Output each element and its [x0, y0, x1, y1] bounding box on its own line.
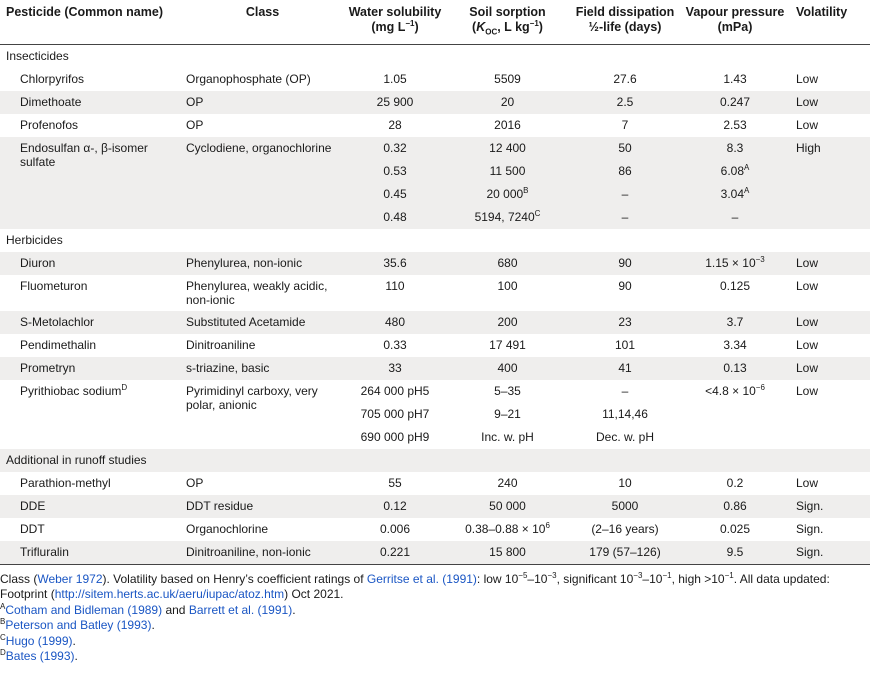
table-header [0, 0, 870, 44]
link-peterson-batley[interactable]: Peterson and Batley (1993) [5, 618, 152, 632]
table-row: Trifluralin Dinitroaniline, non-ionic 0.221 15 800 179 (57–126) 9.5 Sign. [0, 541, 870, 565]
table-row: Fluometuron Phenylurea, weakly acidic, non-ionic 110 100 90 0.125 Low [0, 275, 870, 311]
table-row: DDE DDT residue 0.12 50 000 5000 0.86 Sign. [0, 495, 870, 518]
table-row: Dimethoate OP 25 900 20 2.5 0.247 Low [0, 91, 870, 114]
footnote-a: $^A$Cotham and Bidleman (1989) and Barrett et al. (1991). [0, 601, 296, 617]
header-soil-sorption: Soil sorption ($K_{OC}$, L $kg^{-1}$) [445, 0, 570, 44]
header-class: Class [180, 0, 345, 44]
table-row: 705 000 pH7 9–21 11,14,46 [0, 403, 870, 426]
header-water-solubility: Water solubility (mg $L^{-1}$) [345, 0, 445, 44]
table-row: 0.48 5194, $7240^C$ – – [0, 206, 870, 229]
table-row: 690 000 pH9 Inc. w. pH Dec. w. pH [0, 426, 870, 449]
link-hugo-1999[interactable]: Hugo (1999) [5, 633, 73, 648]
table-row: S-Metolachlor Substituted Acetamide 480 200 23 3.7 Low [0, 311, 870, 334]
section-row-additional: Additional in runoff studies [0, 449, 870, 472]
link-cotham-bidleman[interactable]: Cotham and Bidleman (1989) [5, 602, 163, 617]
table-row: Pyrithiobac sodium$^D$ Pyrimidinyl carboxy, very polar, anionic 264 000 pH5 5–35 – $<4.8 \times 10^{-6}$ Low [0, 380, 870, 403]
section-row-herbicides: Herbicides [0, 229, 870, 252]
link-bates-1993[interactable]: Bates (1993) [5, 649, 75, 663]
table-row: Parathion-methyl OP 55 240 10 0.2 Low [0, 472, 870, 495]
footnote-c: $^C$Hugo (1999). [0, 632, 76, 648]
table-row: Diuron Phenylurea, non-ionic 35.6 680 90 $1.15 \times 10^{-3}$ Low [0, 252, 870, 275]
section-row-insecticides: Insecticides [0, 44, 870, 68]
header-pesticide: Pesticide (Common name) [0, 0, 180, 44]
table-row: 0.45 20 $000^B$ – $3.04^A$ [0, 183, 870, 206]
table-footnotes [0, 565, 870, 665]
link-gerritse-1991[interactable]: Gerritse et al. (1991) [366, 571, 477, 586]
footnote-main: Class (Weber 1972). Volatility based on Henry’s coefficient ratings of Gerritse et al. (1991): low $10^{-5}-10^{-3}$, significant $10^{-3}-10^{-1}$, high $>10^{-1}$. All data updated: Footprint (http://sitem.herts.ac.uk/aeru/iupac/atoz.htm) Oct 2021. [0, 570, 830, 601]
header-volatility: Volatility [790, 0, 870, 44]
link-footprint-url[interactable]: http://sitem.herts.ac.uk/aeru/iupac/atoz.htm [54, 587, 285, 601]
table-row: Profenofos OP 28 2016 7 2.53 Low [0, 114, 870, 137]
link-barrett-1991[interactable]: Barrett et al. (1991) [188, 602, 293, 617]
header-vapour-pressure: Vapour pressure (mPa) [680, 0, 790, 44]
table-row: Chlorpyrifos Organophosphate (OP) 1.05 5509 27.6 1.43 Low [0, 68, 870, 91]
footnote-d: $^D$Bates (1993). [0, 648, 78, 663]
footnote-b: $^B$Peterson and Batley (1993). [0, 617, 155, 632]
table-row: Prometryn s-triazine, basic 33 400 41 0.13 Low [0, 357, 870, 380]
table-row: Endosulfan α-, β-isomer sulfate Cyclodiene, organochlorine 0.32 12 400 50 8.3 High [0, 137, 870, 160]
table-row: 0.53 11 500 86 $6.08^A$ [0, 160, 870, 183]
link-weber-1972[interactable]: Weber 1972 [37, 571, 103, 586]
table-row: Pendimethalin Dinitroaniline 0.33 17 491 101 3.34 Low [0, 334, 870, 357]
header-field-dissipation: Field dissipation ½-life (days) [570, 0, 680, 44]
table-row: DDT Organochlorine 0.006 $0.38-0.88 \times 10^6$ (2–16 years) 0.025 Sign. [0, 518, 870, 541]
